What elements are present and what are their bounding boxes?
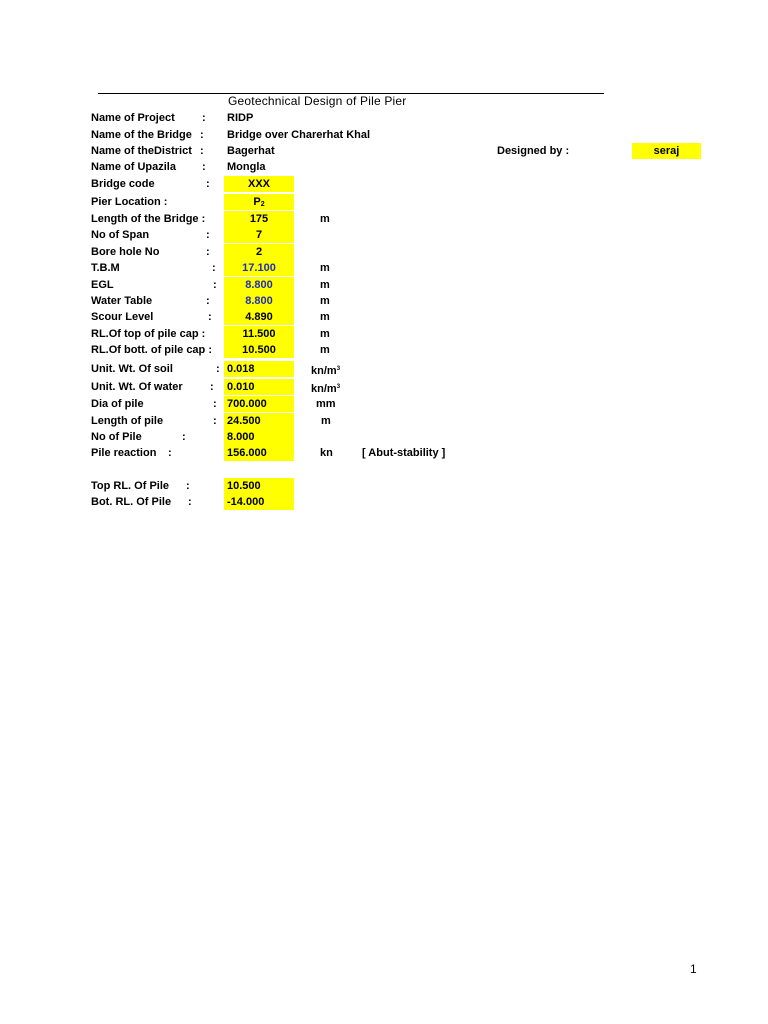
value-no-of-span: 7 (224, 227, 294, 243)
label-bridge-length: Length of the Bridge : (91, 213, 206, 225)
row-scour-level (0, 309, 768, 325)
value-unit-wt-soil: 0.018 (224, 361, 294, 377)
label-bore-hole: Bore hole No (91, 246, 160, 258)
label-water-table: Water Table (91, 295, 153, 307)
row-pier-location (0, 194, 768, 210)
colon: : (210, 381, 214, 393)
unit (311, 361, 340, 379)
label-upazila: Name of Upazila (91, 161, 176, 173)
value-rl-bott-pile-cap: 10.500 (224, 342, 294, 358)
page-title: Geotechnical Design of Pile Pier (228, 94, 407, 108)
unit: m (321, 415, 331, 427)
label-bridge-name: Name of the Bridge (91, 129, 192, 141)
unit-sup: 3 (336, 366, 341, 372)
row-unit-wt-soil (0, 361, 768, 377)
colon: : (206, 229, 210, 241)
value-scour-level: 4.890 (224, 309, 294, 325)
value-tbm: 17.100 (224, 260, 294, 276)
designed-by-label: Designed by : (497, 145, 570, 157)
label-scour-level: Scour Level (91, 311, 154, 323)
label-unit-wt-soil: Unit. Wt. Of soil (91, 363, 173, 375)
colon: : (206, 246, 210, 258)
unit: m (320, 279, 330, 291)
unit-sup: 3 (336, 384, 341, 390)
colon: : (200, 129, 204, 141)
note-abut-stability: [ Abut-stability ] (362, 447, 446, 459)
colon: : (206, 178, 210, 190)
label-rl-bott-pile-cap: RL.Of bott. of pile cap : (91, 344, 212, 356)
row-tbm (0, 260, 768, 276)
label-district: Name of theDistrict (91, 145, 192, 157)
colon: : (213, 279, 217, 291)
value-pier-location (224, 194, 294, 210)
value-bot-rl-pile: -14.000 (224, 494, 294, 510)
page-number: 1 (690, 962, 697, 976)
row-rl-top-pile-cap (0, 326, 768, 342)
label-unit-wt-water: Unit. Wt. Of water (91, 381, 183, 393)
row-bore-hole (0, 244, 768, 260)
row-project (0, 110, 768, 126)
value-bore-hole: 2 (224, 244, 294, 260)
label-no-of-pile: No of Pile (91, 431, 142, 443)
unit-main: kn/m (311, 365, 337, 377)
label-tbm: T.B.M (91, 262, 120, 274)
row-top-rl-pile (0, 478, 768, 494)
colon: : (202, 112, 206, 124)
colon: : (206, 295, 210, 307)
value-top-rl-pile: 10.500 (224, 478, 294, 494)
row-unit-wt-water (0, 379, 768, 395)
label-dia-of-pile: Dia of pile (91, 398, 144, 410)
row-length-of-pile (0, 413, 768, 429)
label-top-rl-pile: Top RL. Of Pile (91, 480, 170, 492)
colon: : (212, 262, 216, 274)
value-bridge-length: 175 (224, 211, 294, 227)
colon: : (208, 311, 212, 323)
unit-main: kn/m (311, 383, 337, 395)
row-no-of-span (0, 227, 768, 243)
value-pile-reaction: 156.000 (224, 445, 294, 461)
value-district: Bagerhat (227, 145, 275, 157)
value-unit-wt-water: 0.010 (224, 379, 294, 395)
unit: m (320, 213, 330, 225)
value-rl-top-pile-cap: 11.500 (224, 326, 294, 342)
unit: m (320, 311, 330, 323)
row-bridge-name (0, 127, 768, 143)
label-project: Name of Project (91, 112, 175, 124)
colon: : (216, 363, 220, 375)
unit: m (320, 344, 330, 356)
colon: : (200, 145, 204, 157)
value-upazila: Mongla (227, 161, 266, 173)
colon: : (213, 415, 217, 427)
label-length-of-pile: Length of pile (91, 415, 164, 427)
label-no-of-span: No of Span (91, 229, 150, 241)
colon: : (202, 161, 206, 173)
value-project: RIDP (227, 112, 254, 124)
unit: m (320, 328, 330, 340)
unit: mm (316, 398, 336, 410)
row-bridge-length (0, 211, 768, 227)
colon: : (186, 480, 190, 492)
row-rl-bott-pile-cap (0, 342, 768, 358)
unit: m (320, 295, 330, 307)
label-rl-top-pile-cap: RL.Of top of pile cap : (91, 328, 206, 340)
value-length-of-pile: 24.500 (224, 413, 294, 429)
row-bridge-code (0, 176, 768, 192)
value-water-table: 8.800 (224, 293, 294, 309)
colon: : (168, 447, 172, 459)
value-egl: 8.800 (224, 277, 294, 293)
row-water-table (0, 293, 768, 309)
value-bridge-name: Bridge over Charerhat Khal (227, 129, 371, 141)
colon: : (188, 496, 192, 508)
row-no-of-pile (0, 429, 768, 445)
value-pier-location-sub: 2 (260, 201, 265, 208)
unit (311, 379, 340, 397)
value-no-of-pile: 8.000 (224, 429, 294, 445)
value-dia-of-pile: 700.000 (224, 396, 294, 412)
row-dia-of-pile (0, 396, 768, 412)
row-pile-reaction (0, 445, 768, 461)
row-bot-rl-pile (0, 494, 768, 510)
row-upazila (0, 159, 768, 175)
colon: : (182, 431, 186, 443)
label-pier-location: Pier Location : (91, 196, 168, 208)
label-bridge-code: Bridge code (91, 178, 155, 190)
row-egl (0, 277, 768, 293)
unit: m (320, 262, 330, 274)
value-bridge-code: XXX (224, 176, 294, 192)
unit: kn (320, 447, 333, 459)
colon: : (213, 398, 217, 410)
label-pile-reaction: Pile reaction (91, 447, 157, 459)
label-egl: EGL (91, 279, 114, 291)
designed-by-value: seraj (632, 143, 701, 159)
value-pier-location-main: P (253, 196, 261, 208)
label-bot-rl-pile: Bot. RL. Of Pile (91, 496, 172, 508)
